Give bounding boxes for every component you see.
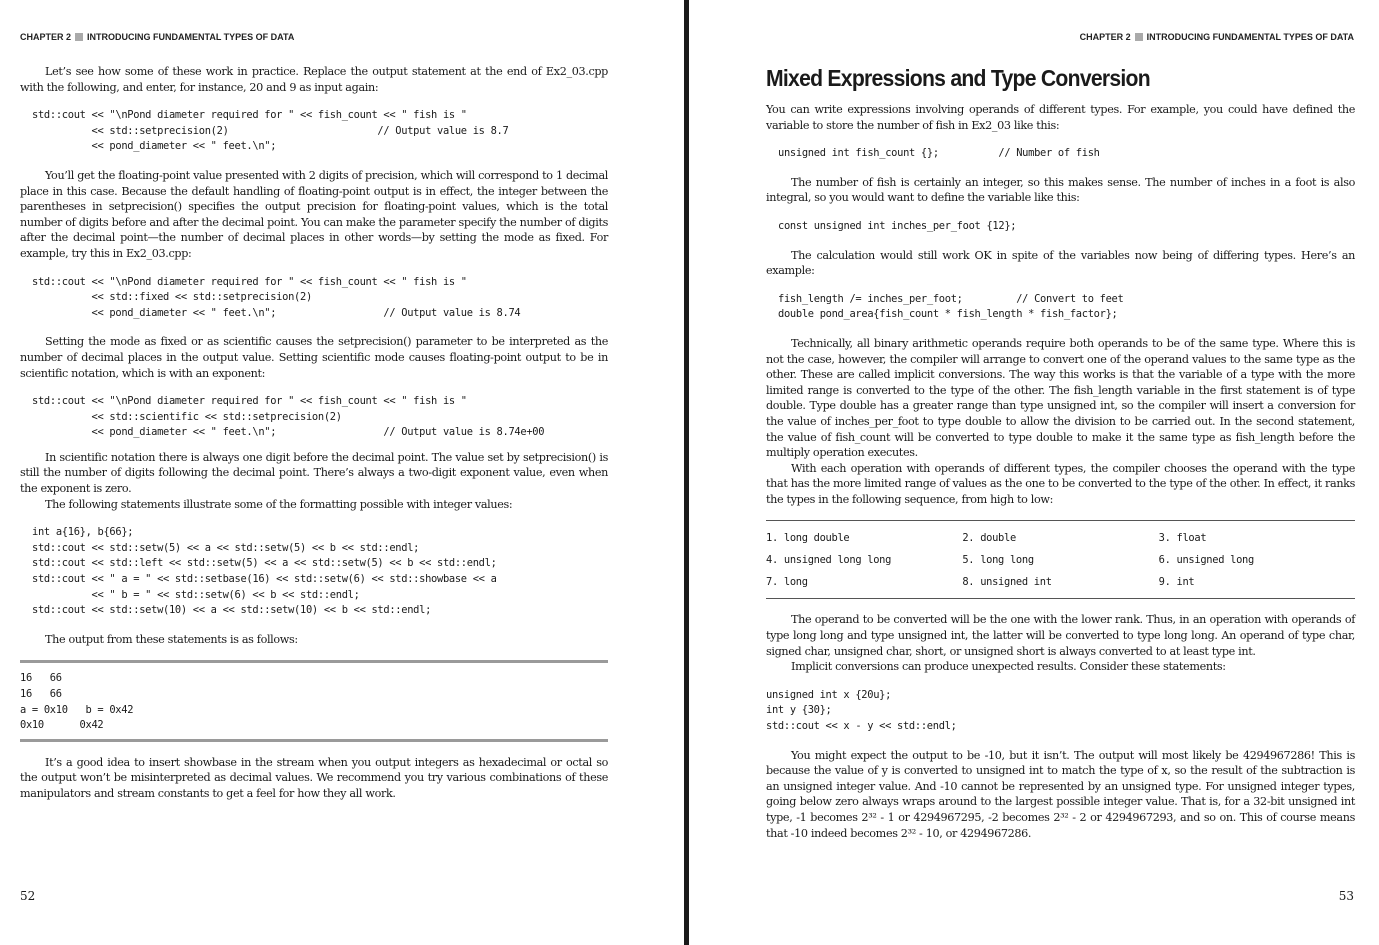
paragraph: Let’s see how some of these work in practice. Replace the output statement at the end of Ex2_03.cpp with the following, and enter, for instance, 20 and 9 as input again: (20, 65, 608, 94)
right-page-content (766, 64, 1355, 841)
paragraph: With each operation with operands of different types, the compiler chooses the operand with the type that has the more limited range of values as the one to be converted to the type of the other. In effect, it ranks the types in the following sequence, from high to low: (766, 461, 1355, 506)
running-head (20, 32, 294, 42)
table-cell: 1. long double (766, 532, 850, 545)
paragraph: Implicit conversions can produce unexpected results. Consider these statements: (791, 660, 1226, 674)
left-page-content (20, 64, 608, 802)
paragraph: Technically, all binary arithmetic operands require both operands to be of the same type. Where this is not the case, however, the compiler will arrange to convert one of the operand values to the same type as the other. These are called implicit conversions. The way this works is that the variable of a type with the more limited range is converted to the type of the other. The fish_length variable in the first statement is of type double. Type double has a greater range than type unsigned int, so the compiler will insert a conversion for the value of inches_per_foot to type double to allow the division to be carried out. In the second statement, the value of fish_count will be converted to type double to make it the same type as fish_length before the multiply operation executes. (766, 336, 1355, 460)
table-row (766, 549, 1355, 571)
section-title: Mixed Expressions and Type Conversion (766, 65, 1150, 91)
page-number: 52 (20, 889, 36, 903)
paragraph: The number of fish is certainly an integer, so this makes sense. The number of inches in a foot is also integral, so you would want to define the variable like this: (766, 175, 1355, 205)
type-rank-table (766, 520, 1355, 599)
paragraph: It’s a good idea to insert showbase in the stream when you output integers as hexadecimal or octal so the output won’t be misinterpreted as decimal values. We recommend you try various combinations of these manipulators and stream constants to get a feel for how they all work. (20, 755, 608, 800)
paragraph: You’ll get the floating-point value presented with 2 digits of precision, which will correspond to 1 decimal place in this case. Because the default handling of floating-point output is in effect, the integer between the parentheses in setprecision() specifies the output precision for floating-point values, which is the total number of digits before and after the decimal point. You can make the parameter specify the number of digits after the decimal point—the number of decimal places in other words—by setting the mode as fixed. For example, try this in Ex2_03.cpp: (20, 168, 608, 260)
paragraph: The output from these statements is as follows: (45, 632, 298, 646)
code-block: int a{16}, b{66}; std::cout << std::setw(5) << a << std::setw(5) << b << std::endl; std::cout << std::left << std::setw(5) << a << std::setw(5) << b << std::endl; std::cout << " a = " << std::setbase(16) << std::setw(6) << std::showbase << a << " b = " << std::setw(6) << b << std::endl; std::cout << std::setw(10) << a << std::setw(10) << b << std::endl; (32, 526, 497, 617)
paragraph: The calculation would still work OK in spite of the variables now being of differing types. Here’s an example: (766, 248, 1355, 278)
code-block: std::cout << "\nPond diameter required for " << fish_count << " fish is " << std::setprecision(2) // Output value is 8.7 << pond_diameter << " feet.\n"; (32, 109, 509, 153)
table-cell: 3. float (1158, 532, 1207, 545)
code-block: unsigned int fish_count {}; // Number of fish (778, 147, 1100, 160)
right-page (689, 0, 1379, 945)
table-cell: 4. unsigned long long (766, 554, 892, 567)
paragraph: In scientific notation there is always one digit before the decimal point. The value set by setprecision() is still the number of digits following the decimal point. There’s always a two-digit exponent value, even when the exponent is zero. (20, 450, 608, 496)
paragraph: You might expect the output to be -10, but it isn’t. The output will most likely be 4294967286! This is because the value of y is converted to unsigned int to match the type of x, so the result of the subtraction is an unsigned integer value. And -10 cannot be represented by an unsigned type. For unsigned integer types, going below zero always wraps around to the largest possible integer value. That is, for a 32-bit unsigned int type, -1 becomes 2³² - 1 or 4294967295, -2 becomes 2³² - 2 or 4294967293, and so on. This of course means that -10 indeed becomes 2³² - 10, or 4294967286. (766, 748, 1355, 840)
paragraph: The following statements illustrate some of the formatting possible with integer values: (45, 497, 513, 511)
running-head (1080, 32, 1354, 42)
page-number: 53 (1338, 889, 1354, 903)
code-block: unsigned int x {20u}; int y {30}; std::cout << x - y << std::endl; (766, 688, 957, 733)
running-head-title: INTRODUCING FUNDAMENTAL TYPES OF DATA (87, 32, 295, 42)
square-separator-icon (1135, 33, 1143, 41)
running-head-chapter: CHAPTER 2 (1079, 32, 1131, 42)
code-block: std::cout << "\nPond diameter required for " << fish_count << " fish is " << std::scientific << std::setprecision(2) << pond_diameter << " feet.\n"; // Output value is 8.74e+00 (32, 395, 545, 439)
table-cell: 6. unsigned long (1158, 554, 1254, 567)
running-head-title: INTRODUCING FUNDAMENTAL TYPES OF DATA (1146, 32, 1354, 42)
program-output: 16 66 16 66 a = 0x10 b = 0x42 0x10 0x42 (20, 672, 134, 732)
paragraph: The operand to be converted will be the one with the lower rank. Thus, in an operation with operands of type long long and type unsigned int, the latter will be converted to type long long. An operand of type char, signed char, unsigned char, short, or unsigned short is always converted to at least type int. (766, 613, 1355, 658)
output-box (20, 660, 608, 741)
paragraph: Setting the mode as fixed or as scientific causes the setprecision() parameter to be interpreted as the number of decimal places in the output value. Setting scientific mode causes floating-point output to be in scientific notation, which is with an exponent: (20, 335, 608, 380)
code-block: fish_length /= inches_per_foot; // Convert to feet double pond_area{fish_count * fish_length * fish_factor}; (778, 292, 1124, 321)
table-cell: 2. double (962, 532, 1016, 545)
table-row (766, 521, 1355, 550)
square-separator-icon (75, 33, 83, 41)
table-cell: 9. int (1158, 576, 1195, 589)
table-row (766, 571, 1355, 599)
code-block: std::cout << "\nPond diameter required for " << fish_count << " fish is " << std::fixed << std::setprecision(2) << pond_diameter << " feet.\n"; // Output value is 8.74 (32, 275, 521, 319)
running-head-chapter: CHAPTER 2 (20, 32, 72, 42)
table-cell: 5. long long (962, 554, 1034, 567)
paragraph: You can write expressions involving operands of different types. For example, you could have defined the variable to store the number of fish in Ex2_03 like this: (766, 103, 1355, 132)
table-cell: 8. unsigned int (962, 576, 1052, 589)
left-page (0, 0, 684, 945)
code-block: const unsigned int inches_per_foot {12}; (778, 219, 1017, 232)
table-cell: 7. long (766, 576, 808, 589)
